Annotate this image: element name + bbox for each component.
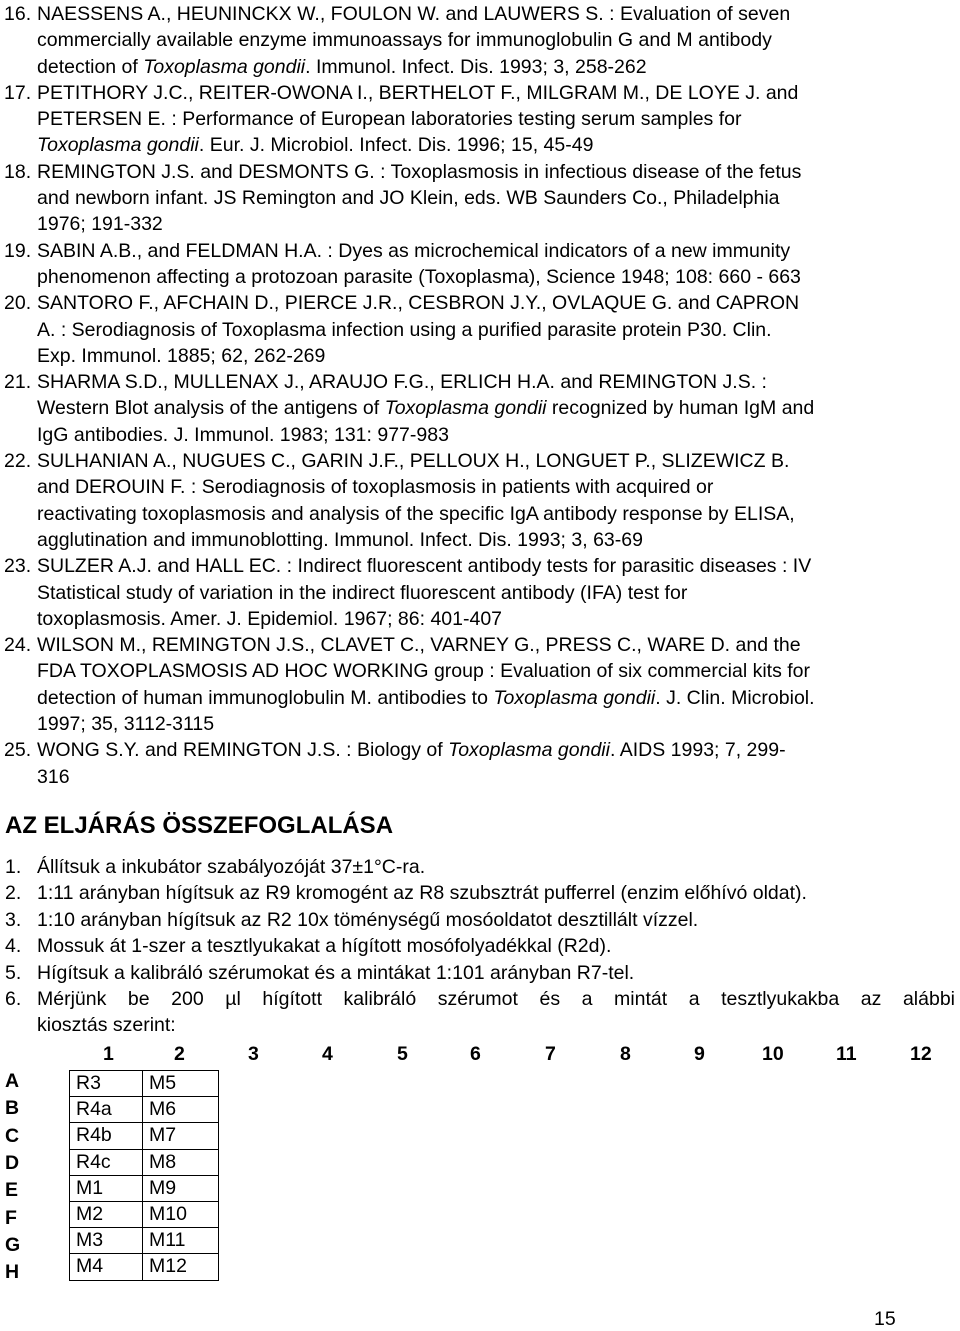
plate-row-label: C — [5, 1124, 20, 1147]
reference-number: 18. — [4, 160, 32, 183]
plate-column-header: 6 — [470, 1043, 481, 1065]
reference-text: detection of human immunoglobulin M. antibodies to Toxoplasma gondii. J. Clin. Microbiol. — [37, 686, 815, 709]
plate-row — [70, 1123, 219, 1149]
reference-text: SABIN A.B., and FELDMAN H.A. : Dyes as microchemical indicators of a new immunity — [37, 239, 791, 262]
plate-row — [70, 1228, 219, 1254]
reference-line — [4, 27, 956, 53]
plate-cell: M10 — [143, 1201, 219, 1227]
reference-text: PETITHORY J.C., REITER-OWONA I., BERTHELOT F., MILGRAM M., DE LOYE J. and — [37, 81, 799, 104]
plate-cell: M7 — [143, 1123, 219, 1149]
plate-row — [70, 1071, 219, 1097]
reference-first-line — [4, 238, 956, 264]
reference-text: Western Blot analysis of the antigens of Toxoplasma gondii recognized by human IgM and — [37, 397, 815, 420]
reference-first-line — [4, 159, 956, 185]
reference-text: reactivating toxoplasmosis and analysis of the specific IgA antibody response by ELISA, — [37, 502, 795, 525]
plate-column-header: 2 — [174, 1043, 185, 1065]
step-text: Hígítsuk a kalibráló szérumokat és a mintákat 1:101 arányban R7-tel. — [37, 961, 635, 984]
species-name: Toxoplasma gondii — [384, 397, 547, 420]
reference-line — [4, 580, 956, 606]
reference-text: SANTORO F., AFCHAIN D., PIERCE J.R., CESBRON J.Y., OVLAQUE G. and CAPRON — [37, 292, 800, 315]
reference-text: and DEROUIN F. : Serodiagnosis of toxoplasmosis in patients with acquired or — [37, 476, 714, 499]
reference-item — [4, 737, 956, 790]
reference-number: 22. — [4, 450, 32, 473]
step-text-continued: kiosztás szerint: — [37, 1014, 176, 1037]
reference-line — [4, 658, 956, 684]
reference-text: detection of Toxoplasma gondii. Immunol. Infect. Dis. 1993; 3, 258-262 — [37, 55, 647, 78]
step-text: Mérjünk be 200 µl hígított kalibráló szérumot és a mintát a tesztlyukakba az alábbi — [37, 988, 955, 1011]
reference-text: phenomenon affecting a protozoan parasite (Toxoplasma), Science 1948; 108: 660 - 663 — [37, 265, 801, 288]
reference-text: SULZER A.J. and HALL EC. : Indirect fluorescent antibody tests for parasitic diseases : IV — [37, 555, 812, 578]
reference-item — [4, 238, 956, 291]
plate-row — [70, 1254, 219, 1280]
step-text: Mossuk át 1-szer a tesztlyukakat a hígított mosófolyadékkal (R2d). — [37, 935, 612, 958]
plate-layout-table — [69, 1070, 219, 1281]
reference-line — [4, 422, 956, 448]
reference-text: NAESSENS A., HEUNINCKX W., FOULON W. and LAUWERS S. : Evaluation of seven — [37, 3, 791, 25]
plate-column-header: 4 — [322, 1043, 333, 1065]
section-title: AZ ELJÁRÁS ÖSSZEFOGLALÁSA — [5, 812, 394, 839]
reference-text: Exp. Immunol. 1885; 62, 262-269 — [37, 344, 326, 367]
plate-cell: M8 — [143, 1149, 219, 1175]
procedure-step — [5, 960, 955, 986]
plate-cell: M9 — [143, 1175, 219, 1201]
plate-cell: R4a — [70, 1097, 143, 1123]
reference-line — [4, 501, 956, 527]
species-name: Toxoplasma gondii — [448, 739, 610, 762]
plate-column-header: 9 — [694, 1043, 705, 1065]
plate-column-header: 1 — [103, 1043, 114, 1065]
procedure-step — [5, 907, 955, 933]
reference-line — [4, 474, 956, 500]
plate-cell: M11 — [143, 1228, 219, 1254]
reference-text: agglutination and immunoblotting. Immunol. Infect. Dis. 1993; 3, 63-69 — [37, 528, 643, 551]
plate-cell: R4b — [70, 1123, 143, 1149]
reference-list — [4, 1, 956, 790]
procedure-step — [5, 854, 955, 880]
plate-cell: M2 — [70, 1201, 143, 1227]
reference-item — [4, 290, 956, 369]
reference-first-line — [4, 632, 956, 658]
step-number: 2. — [5, 882, 22, 905]
plate-column-header: 12 — [910, 1043, 932, 1065]
reference-first-line — [4, 1, 956, 27]
plate-row — [70, 1149, 219, 1175]
plate-column-header: 5 — [397, 1043, 408, 1065]
plate-row-label: B — [5, 1097, 20, 1120]
reference-text: SULHANIAN A., NUGUES C., GARIN J.F., PELLOUX H., LONGUET P., SLIZEWICZ B. — [37, 450, 790, 473]
plate-cell: M3 — [70, 1228, 143, 1254]
reference-item — [4, 632, 956, 737]
reference-text: Statistical study of variation in the indirect fluorescent antibody (IFA) test for — [37, 581, 688, 604]
procedure-steps — [5, 854, 955, 1039]
reference-first-line — [4, 290, 956, 316]
reference-text: 316 — [37, 765, 70, 788]
reference-line — [4, 106, 956, 132]
reference-line — [4, 54, 956, 80]
page-number: 15 — [874, 1308, 896, 1330]
reference-text: WILSON M., REMINGTON J.S., CLAVET C., VARNEY G., PRESS C., WARE D. and the — [37, 634, 801, 657]
reference-line — [4, 211, 956, 237]
plate-cell: M5 — [143, 1071, 219, 1097]
reference-number: 16. — [4, 3, 32, 25]
reference-text: WONG S.Y. and REMINGTON J.S. : Biology of Toxoplasma gondii. AIDS 1993; 7, 299- — [37, 739, 786, 762]
reference-first-line — [4, 553, 956, 579]
plate-column-header: 7 — [545, 1043, 556, 1065]
reference-first-line — [4, 737, 956, 763]
reference-number: 19. — [4, 239, 32, 262]
reference-text: IgG antibodies. J. Immunol. 1983; 131: 977-983 — [37, 423, 449, 446]
reference-text: and newborn infant. JS Remington and JO Klein, eds. WB Saunders Co., Philadelphia — [37, 187, 780, 210]
reference-item — [4, 80, 956, 159]
species-name: Toxoplasma gondii — [37, 134, 199, 157]
plate-row-label: A — [5, 1070, 20, 1092]
reference-item — [4, 369, 956, 448]
reference-text: 1976; 191-332 — [37, 213, 163, 236]
plate-column-header: 8 — [620, 1043, 631, 1065]
reference-number: 20. — [4, 292, 32, 315]
step-number: 5. — [5, 961, 22, 984]
reference-text: PETERSEN E. : Performance of European laboratories testing serum samples for — [37, 108, 742, 131]
reference-text: 1997; 35, 3112-3115 — [37, 713, 215, 736]
procedure-step — [5, 880, 955, 906]
reference-first-line — [4, 369, 956, 395]
reference-line — [4, 527, 956, 553]
reference-number: 25. — [4, 739, 32, 762]
plate-row-label: E — [5, 1179, 19, 1202]
plate-column-header: 10 — [762, 1043, 784, 1065]
reference-text: FDA TOXOPLASMOSIS AD HOC WORKING group : Evaluation of six commercial kits for — [37, 660, 811, 683]
reference-item — [4, 448, 956, 553]
reference-number: 24. — [4, 634, 32, 657]
step-number: 1. — [5, 856, 22, 878]
reference-text: SHARMA S.D., MULLENAX J., ARAUJO F.G., ERLICH H.A. and REMINGTON J.S. : — [37, 371, 767, 394]
species-name: Toxoplasma gondii — [143, 55, 306, 78]
reference-text: REMINGTON J.S. and DESMONTS G. : Toxoplasmosis in infectious disease of the fetus — [37, 160, 802, 183]
reference-text: commercially available enzyme immunoassays for immunoglobulin G and M antibody — [37, 29, 772, 52]
step-text: Állítsuk a inkubátor szabályozóját 37±1°C-ra. — [37, 856, 426, 878]
reference-line — [4, 317, 956, 343]
plate-row-label: F — [5, 1206, 17, 1229]
reference-text: Toxoplasma gondii. Eur. J. Microbiol. Infect. Dis. 1996; 15, 45-49 — [37, 134, 594, 157]
reference-line — [4, 685, 956, 711]
reference-item — [4, 553, 956, 632]
plate-cell: R4c — [70, 1149, 143, 1175]
plate-row — [70, 1097, 219, 1123]
reference-item — [4, 159, 956, 238]
step-text: 1:10 arányban hígítsuk az R2 10x töménységű mosóoldatot desztillált vízzel. — [37, 908, 699, 931]
plate-row-label: H — [5, 1261, 20, 1284]
plate-row — [70, 1201, 219, 1227]
plate-cell: M6 — [143, 1097, 219, 1123]
reference-line — [4, 711, 956, 737]
reference-text: toxoplasmosis. Amer. J. Epidemiol. 1967; 86: 401-407 — [37, 607, 503, 630]
reference-text: A. : Serodiagnosis of Toxoplasma infection using a purified parasite protein P30. Clin. — [37, 318, 772, 341]
step-text: 1:11 arányban hígítsuk az R9 kromogént az R8 szubsztrát pufferrel (enzim előhívó oldat). — [37, 882, 807, 905]
step-number: 6. — [5, 988, 22, 1011]
reference-line — [4, 395, 956, 421]
plate-cell: M4 — [70, 1254, 143, 1280]
reference-line — [4, 606, 956, 632]
plate-cell: R3 — [70, 1071, 143, 1097]
procedure-step — [5, 933, 955, 959]
plate-row-label: G — [5, 1233, 21, 1256]
plate-column-header: 11 — [836, 1043, 857, 1065]
plate-cell: M1 — [70, 1175, 143, 1201]
plate-row — [70, 1175, 219, 1201]
reference-line — [4, 343, 956, 369]
reference-number: 21. — [4, 371, 32, 394]
reference-line — [4, 264, 956, 290]
reference-number: 23. — [4, 555, 32, 578]
reference-number: 17. — [4, 81, 32, 104]
reference-line — [4, 185, 956, 211]
step-number: 3. — [5, 908, 22, 931]
plate-row-label: D — [5, 1151, 20, 1174]
reference-item — [4, 1, 956, 80]
step-number: 4. — [5, 935, 22, 958]
procedure-step — [5, 986, 955, 1039]
reference-line — [4, 132, 956, 158]
reference-first-line — [4, 80, 956, 106]
plate-cell: M12 — [143, 1254, 219, 1280]
plate-column-header: 3 — [248, 1043, 259, 1065]
reference-line — [4, 764, 956, 790]
species-name: Toxoplasma gondii — [493, 686, 656, 709]
reference-first-line — [4, 448, 956, 474]
